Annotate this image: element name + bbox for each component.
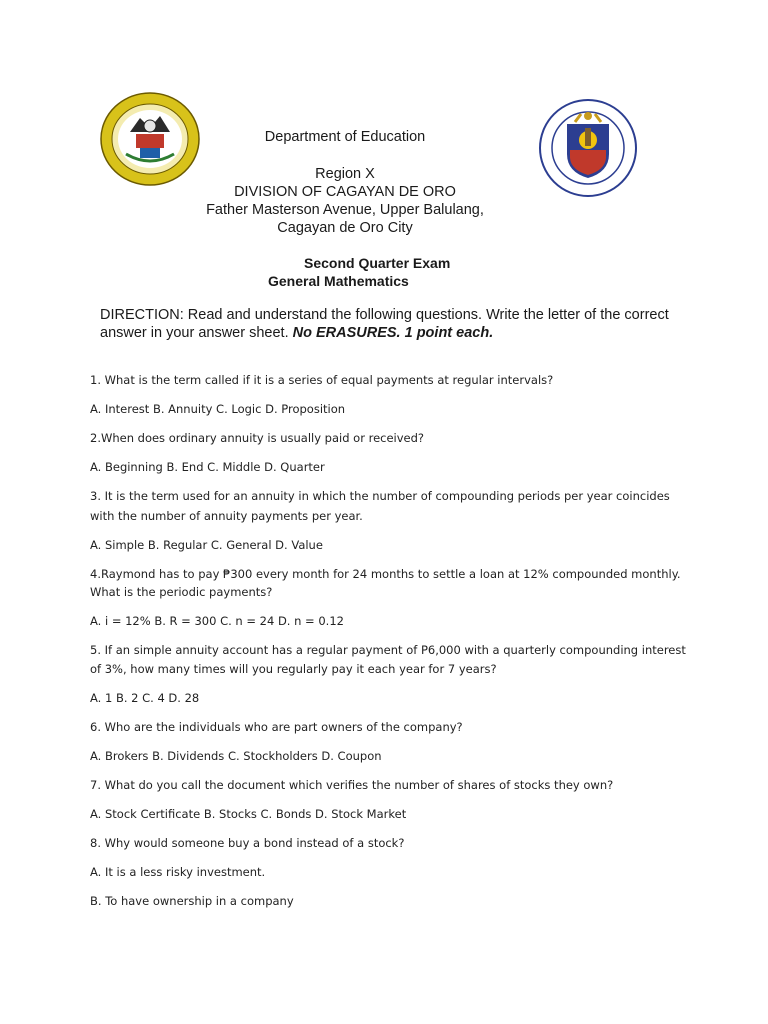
answer-choices-line: A. Interest B. Annuity C. Logic D. Proposition: [90, 402, 346, 416]
deped-national-seal-icon: [535, 98, 641, 198]
question-line: 5. If an simple annuity account has a regular payment of P6,000 with a quarterly compounding interest: [90, 643, 686, 657]
answer-choices-line: A. i = 12% B. R = 300 C. n = 24 D. n = 0.12: [90, 614, 344, 628]
answer-choices-line: A. 1 B. 2 C. 4 D. 28: [90, 691, 200, 705]
question-line: with the number of annuity payments per year.: [90, 509, 363, 523]
answer-choices-line: A. Simple B. Regular C. General D. Value: [90, 538, 323, 552]
exam-subject: General Mathematics: [268, 273, 409, 289]
answer-choices-line: A. Stock Certificate B. Stocks C. Bonds D. Stock Market: [90, 807, 407, 821]
department-name: Department of Education: [264, 129, 426, 145]
question-line: 7. What do you call the document which verifies the number of shares of stocks they own?: [90, 778, 614, 792]
answer-choice-line: A. It is a less risky investment.: [90, 865, 266, 879]
question-line: 4.Raymond has to pay ₱300 every month for 24 months to settle a loan at 12% compounded monthly.: [90, 567, 681, 581]
answer-choices-line: A. Brokers B. Dividends C. Stockholders D. Coupon: [90, 749, 382, 763]
question-line: 3. It is the term used for an annuity in which the number of compounding periods per year coincides: [90, 489, 670, 503]
answer-choices-line: A. Beginning B. End C. Middle D. Quarter: [90, 460, 325, 474]
division-name: DIVISION OF CAGAYAN DE ORO: [234, 184, 456, 200]
direction-emphasis: No ERASURES. 1 point each.: [292, 325, 494, 341]
question-line: What is the periodic payments?: [90, 585, 273, 599]
question-line: 2.When does ordinary annuity is usually paid or received?: [90, 431, 425, 445]
answer-choice-line: B. To have ownership in a company: [90, 894, 294, 908]
direction-text: [100, 306, 680, 342]
exam-title: Second Quarter Exam: [304, 255, 451, 271]
direction-instructions: DIRECTION: Read and understand the following questions. Write the letter of the correct answer in your answer sheet.: [100, 307, 669, 341]
region-label: Region X: [315, 166, 375, 182]
question-line: 6. Who are the individuals who are part owners of the company?: [90, 720, 463, 734]
address-line-1: Father Masterson Avenue, Upper Balulang,: [206, 202, 484, 218]
address-line-2: Cagayan de Oro City: [277, 220, 413, 236]
question-line: 8. Why would someone buy a bond instead of a stock?: [90, 836, 405, 850]
office-address-block: [150, 165, 540, 237]
question-line: 1. What is the term called if it is a series of equal payments at regular intervals?: [90, 373, 554, 387]
question-line: of 3%, how many times will you regularly pay it each year for 7 years?: [90, 662, 497, 676]
